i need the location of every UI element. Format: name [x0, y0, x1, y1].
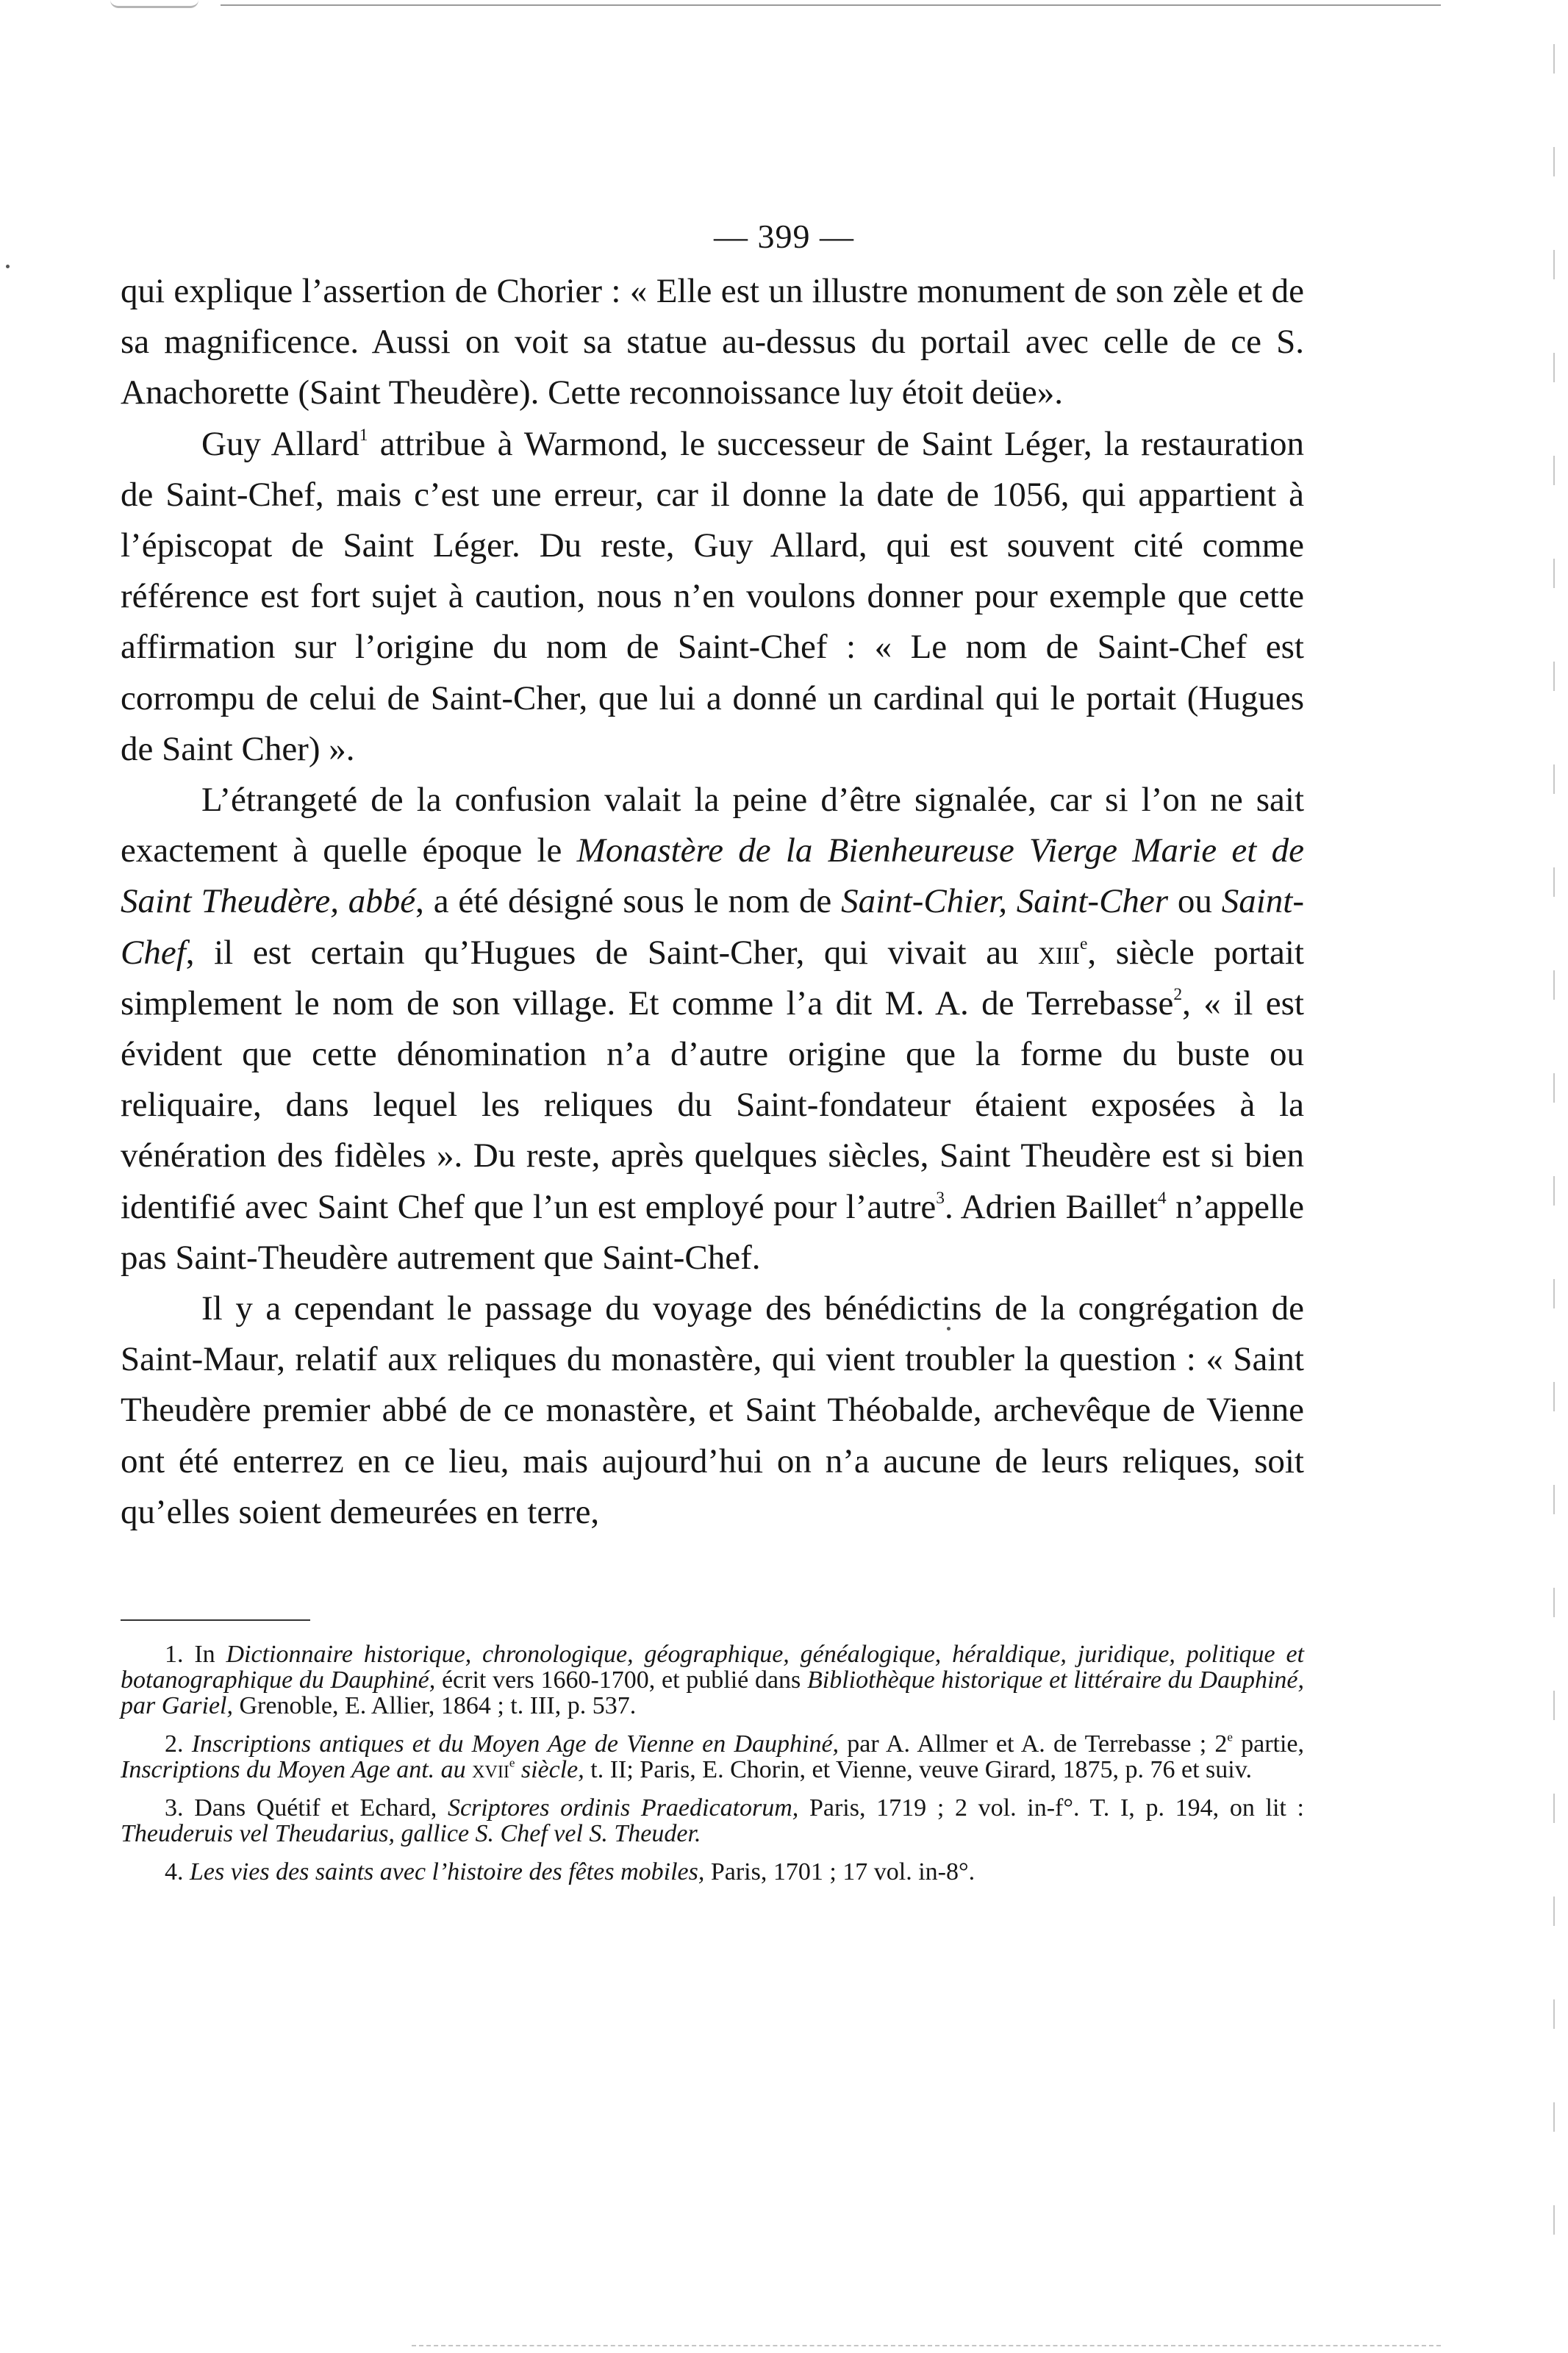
footnote-4: 4. Les vies des saints avec l’histoire des fêtes mobiles, Paris, 1701 ; 17 vol. in-8°.: [165, 1858, 975, 1885]
paragraph-3: L’étrangeté de la confusion valait la peine d’être signalée, car si l’on ne sait exactement à quelle époque le Monastère de la Bienheureuse Vierge Marie et de Saint Theudère, abbé, a été désigné sous le nom de Saint-Chier, Saint-Cher ou Saint-Chef, il est certain qu’Hugues de Saint-Cher, qui vivait au xiii$^e$, siècle portait simplement le nom de son village. Et comme l’a dit M. A. de Terrebasse$^2$, « il est évident que cette dénomination n’a d’autre origine que la forme du buste ou reliquaire, dans lequel les reliques du Saint-fondateur étaient exposées à la vénération des fidèles ». Du reste, après quelques siècles, Saint Theudère est si bien identifié avec Saint Chef que l’un est employé pour l’autre$^3$. Adrien Baillet$^4$ n’appelle pas Saint-Theudère autrement que Saint-Chef.: [121, 781, 1305, 1277]
paragraph-1: qui explique l’assertion de Chorier : « Elle est un illustre monument de son zèle et de sa magnificence. Aussi on voit sa statue au-dessus du portail avec celle de ce S. Anachorette (Saint Theudère). Cette reconnoissance luy étoit deüe».: [121, 272, 1304, 412]
scan-top-rule: [221, 4, 1441, 6]
footnotes: [121, 1641, 1304, 1885]
paragraph-4: Il y a cependant le passage du voyage des bénédictins de la congrégation de Saint-Maur, relatif aux reliques du monastère, qui vient troubler la question : « Saint Theudère premier abbé de ce monastère, et Saint Théobalde, archevêque de Vienne ont été enterrez en ce lieu, mais aujourd’hui on n’a aucune de leurs reliques, soit qu’elles soient demeurées en terre,: [121, 1289, 1304, 1531]
footnote-2: 2. Inscriptions antiques et du Moyen Age de Vienne en Dauphiné, par A. Allmer et A. de Terrebasse ; 2e partie, Inscriptions du Moyen Age ant. au xvii$^e$ siècle, t. II; Paris, E. Chorin, et Vienne, veuve Girard, 1875, p. 76 et suiv.: [121, 1730, 1304, 1783]
paragraph-2: Guy Allard$^1$ attribue à Warmond, le successeur de Saint Léger, la restauration de Saint-Chef, mais c’est une erreur, car il donne la date de 1056, qui appartient à l’épiscopat de Saint Léger. Du reste, Guy Allard, qui est souvent cité comme référence est fort sujet à caution, nous n’en voulons donner pour exemple que cette affirmation sur l’origine du nom de Saint-Chef : « Le nom de Saint-Chef est corrompu de celui de Saint-Cher, que lui a donné un cardinal qui le portait (Hugues de Saint Cher) ».: [121, 424, 1304, 768]
footnote-1: 1. In Dictionnaire historique, chronologique, géographique, généalogique, héraldique, juridique, politique et botanographique du Dauphiné, écrit vers 1660-1700, et publié dans Bibliothèque historique et littéraire du Dauphiné, par Gariel, Grenoble, E. Allier, 1864 ; t. III, p. 537.: [121, 1641, 1304, 1719]
scan-speck: [6, 265, 10, 268]
main-text: [121, 266, 1304, 1538]
century-numeral: xiii: [1038, 933, 1080, 972]
footnote-ref-2[interactable]: 2: [1173, 984, 1183, 1004]
scan-edge-mark: [110, 0, 198, 8]
footnote-ref-3[interactable]: 3: [936, 1188, 945, 1208]
footnote-ref-1[interactable]: 1: [359, 425, 368, 445]
footnote-ref-4[interactable]: 4: [1157, 1188, 1167, 1208]
footnote-separator: [121, 1619, 310, 1621]
footnote-3: 3. Dans Quétif et Echard, Scriptores ordinis Praedicatorum, Paris, 1719 ; 2 vol. in-f°. T. I, p. 194, on lit : Theuderuis vel Theudarius, gallice S. Chef vel S. Theuder.: [121, 1794, 1304, 1847]
scan-bottom-rule: [412, 2345, 1441, 2346]
page-number: — 399 —: [714, 218, 854, 255]
scan-right-edge: [1553, 44, 1555, 2308]
